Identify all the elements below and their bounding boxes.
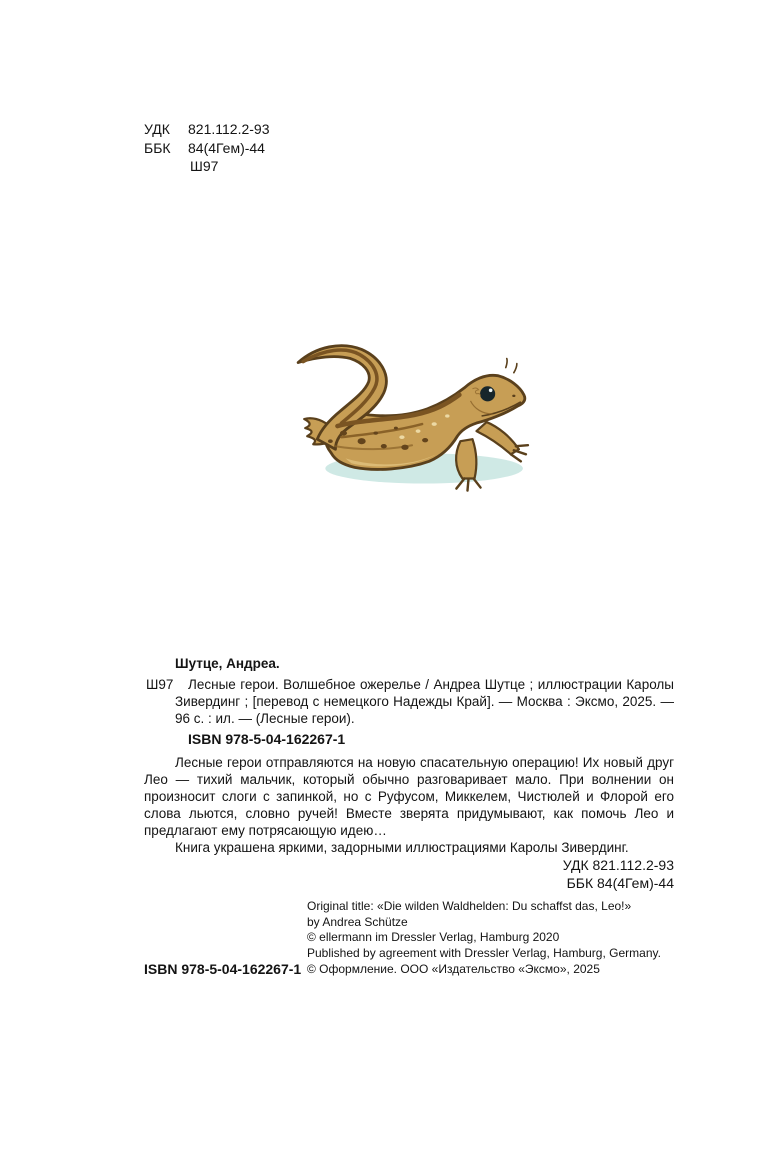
annotation-paragraph-2: Книга украшена яркими, задорными иллюстрациями Каролы Зивердинг. [175,840,629,855]
udk-right: УДК 821.112.2-93 [562,857,674,873]
author-heading: Шутце, Андреа. [175,656,280,671]
isbn-bottom: ISBN 978-5-04-162267-1 [144,961,302,977]
bibliographic-record [144,676,674,727]
classification-block [144,120,269,176]
lizard-svg [283,336,535,498]
annotation-paragraph-1: Лесные герои отправляются на новую спасательную операцию! Их новый друг Лео — тихий мальчик, который обычно разговаривает мало. При волнении он произносит слоги с запинкой, но с Руфусом, Миккелем, Чистюлей и Флорой его слова льются, словно ручей! Вместе зверята придумывают, как помочь Лео и предлагают ему потрясающую идею… [144,755,674,838]
udk-bbk-right-block [144,857,674,892]
credit-original-title: Original title: «Die wilden Waldhelden: Du schaffst das, Leo!» [307,899,632,913]
bib-author-code: Ш97 [146,677,174,692]
bbk-label: ББК [144,139,171,156]
annotation [144,754,674,856]
lizard-eye [480,386,495,401]
head-flecks [506,359,517,373]
credit-agreement: Published by agreement with Dressler Verlag, Hamburg, Germany. [307,946,661,961]
lizard-far-front-leg [456,439,480,490]
lizard-eye-glint [489,388,493,392]
bib-description: Лесные герои. Волшебное ожерелье / Андреа Шутце ; иллюстрации Каролы Зивердинг ; [перевод с немецкого Надежды Край]. — Москва : Эксмо, 2025. — 96 с. : ил. — (Лесные герои). [175,677,674,726]
credit-design-copyright: © Оформление. ООО «Издательство «Эксмо», 2025 [307,961,600,976]
lizard-illustration [283,336,535,498]
isbn-line: ISBN 978-5-04-162267-1 [188,731,346,747]
udk-label: УДК [144,121,170,137]
author-sign-code: Ш97 [190,158,219,174]
bbk-right: ББК 84(4Гем)-44 [566,874,674,891]
credit-publisher-copyright: © ellermann im Dressler Verlag, Hamburg 2020 [307,930,560,945]
lizard-near-front-leg [477,422,528,461]
credits-block [307,899,661,978]
credit-author: by Andrea Schütze [307,914,408,929]
udk-value: 821.112.2-93 [188,121,270,137]
lizard-nostril [512,395,515,397]
bbk-row [144,139,269,158]
udk-row [144,120,269,139]
bbk-value: 84(4Гем)-44 [188,139,265,156]
